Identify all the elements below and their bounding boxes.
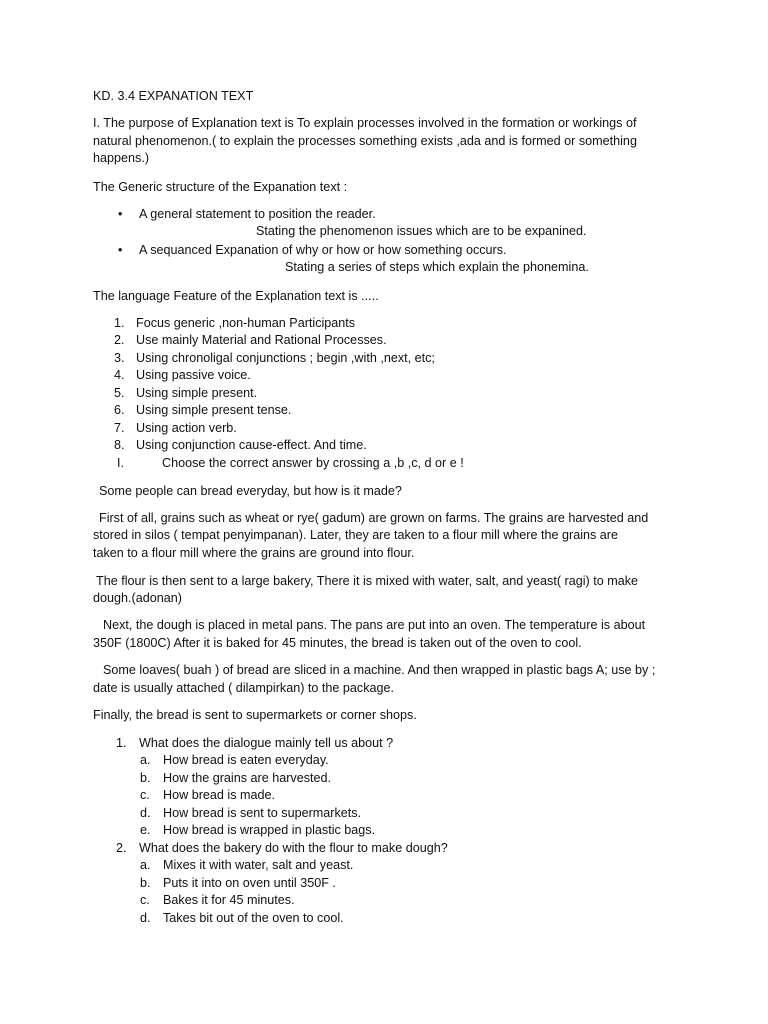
- passage-line: Finally, the bread is sent to supermarkets or corner shops.: [93, 708, 417, 722]
- instruction-text: Choose the correct answer by crossing a ,b ,c, d or e !: [162, 456, 464, 470]
- question-number: 1.: [116, 736, 127, 750]
- document-title: KD. 3.4 EXPANATION TEXT: [93, 89, 254, 103]
- purpose-line: happens.): [93, 151, 150, 165]
- passage-line: date is usually attached ( dilampirkan) to the package.: [93, 681, 395, 695]
- option-text: Takes bit out of the oven to cool.: [163, 911, 344, 925]
- option-letter: d.: [140, 806, 151, 820]
- option-text: Puts it into on oven until 350F .: [163, 876, 336, 890]
- list-number: 2.: [114, 333, 125, 347]
- bullet-icon: •: [118, 207, 123, 221]
- instruction-number: I.: [117, 456, 124, 470]
- option-letter: a.: [140, 753, 151, 767]
- bullet-icon: •: [118, 243, 123, 257]
- option-text: How bread is made.: [163, 788, 275, 802]
- question-number: 2.: [116, 841, 127, 855]
- purpose-line: natural phenomenon.( to explain the processes something exists ,ada and is formed or something: [93, 134, 637, 148]
- option-letter: d.: [140, 911, 151, 925]
- option-text: Mixes it with water, salt and yeast.: [163, 858, 354, 872]
- list-number: 7.: [114, 421, 125, 435]
- option-text: How bread is sent to supermarkets.: [163, 806, 362, 820]
- option-letter: c.: [140, 788, 150, 802]
- passage-line: stored in silos ( tempat penyimpanan). Later, they are taken to a flour mill where the grains are: [93, 528, 619, 542]
- passage-line: dough.(adonan): [93, 591, 182, 605]
- list-item: Use mainly Material and Rational Processes.: [136, 333, 387, 347]
- structure-item-sub: Stating the phenomenon issues which are to be expanined.: [256, 224, 587, 238]
- option-letter: e.: [140, 823, 151, 837]
- option-letter: c.: [140, 893, 150, 907]
- list-item: Using passive voice.: [136, 368, 251, 382]
- option-text: How bread is eaten everyday.: [163, 753, 329, 767]
- option-letter: b.: [140, 771, 151, 785]
- list-item: Using action verb.: [136, 421, 237, 435]
- structure-item-sub: Stating a series of steps which explain the phonemina.: [285, 260, 589, 274]
- option-text: How the grains are harvested.: [163, 771, 332, 785]
- list-number: 5.: [114, 386, 125, 400]
- passage-line: 350F (1800C) After it is baked for 45 minutes, the bread is taken out of the oven to cool.: [93, 636, 582, 650]
- passage-line: Some loaves( buah ) of bread are sliced in a machine. And then wrapped in plastic bags A; use by ;: [103, 663, 656, 677]
- list-item: Using chronoligal conjunctions ; begin ,with ,next, etc;: [136, 351, 435, 365]
- list-number: 4.: [114, 368, 125, 382]
- list-number: 8.: [114, 438, 125, 452]
- option-text: How bread is wrapped in plastic bags.: [163, 823, 376, 837]
- option-text: Bakes it for 45 minutes.: [163, 893, 295, 907]
- list-item: Using simple present tense.: [136, 403, 292, 417]
- list-number: 3.: [114, 351, 125, 365]
- purpose-line: I. The purpose of Explanation text is To explain processes involved in the formation or workings of: [93, 116, 637, 130]
- list-item: Using conjunction cause-effect. And time.: [136, 438, 367, 452]
- list-number: 6.: [114, 403, 125, 417]
- option-letter: a.: [140, 858, 151, 872]
- list-item: Using simple present.: [136, 386, 258, 400]
- structure-heading: The Generic structure of the Expanation text :: [93, 180, 348, 194]
- passage-line: The flour is then sent to a large bakery, There it is mixed with water, salt, and yeast( ragi) to make: [96, 574, 639, 588]
- list-item: Focus generic ,non-human Participants: [136, 316, 356, 330]
- structure-item-text: A sequanced Expanation of why or how or how something occurs.: [139, 243, 507, 257]
- passage-line: taken to a flour mill where the grains are ground into flour.: [93, 546, 415, 560]
- structure-item-text: A general statement to position the reader.: [139, 207, 376, 221]
- option-letter: b.: [140, 876, 151, 890]
- language-heading: The language Feature of the Explanation text is .....: [93, 289, 379, 303]
- passage-line: Next, the dough is placed in metal pans. The pans are put into an oven. The temperature is about: [103, 618, 646, 632]
- question-text: What does the bakery do with the flour to make dough?: [139, 841, 448, 855]
- passage-line: First of all, grains such as wheat or rye( gadum) are grown on farms. The grains are harvested and: [99, 511, 649, 525]
- list-number: 1.: [114, 316, 125, 330]
- passage-line: Some people can bread everyday, but how is it made?: [99, 484, 402, 498]
- question-text: What does the dialogue mainly tell us about ?: [139, 736, 394, 750]
